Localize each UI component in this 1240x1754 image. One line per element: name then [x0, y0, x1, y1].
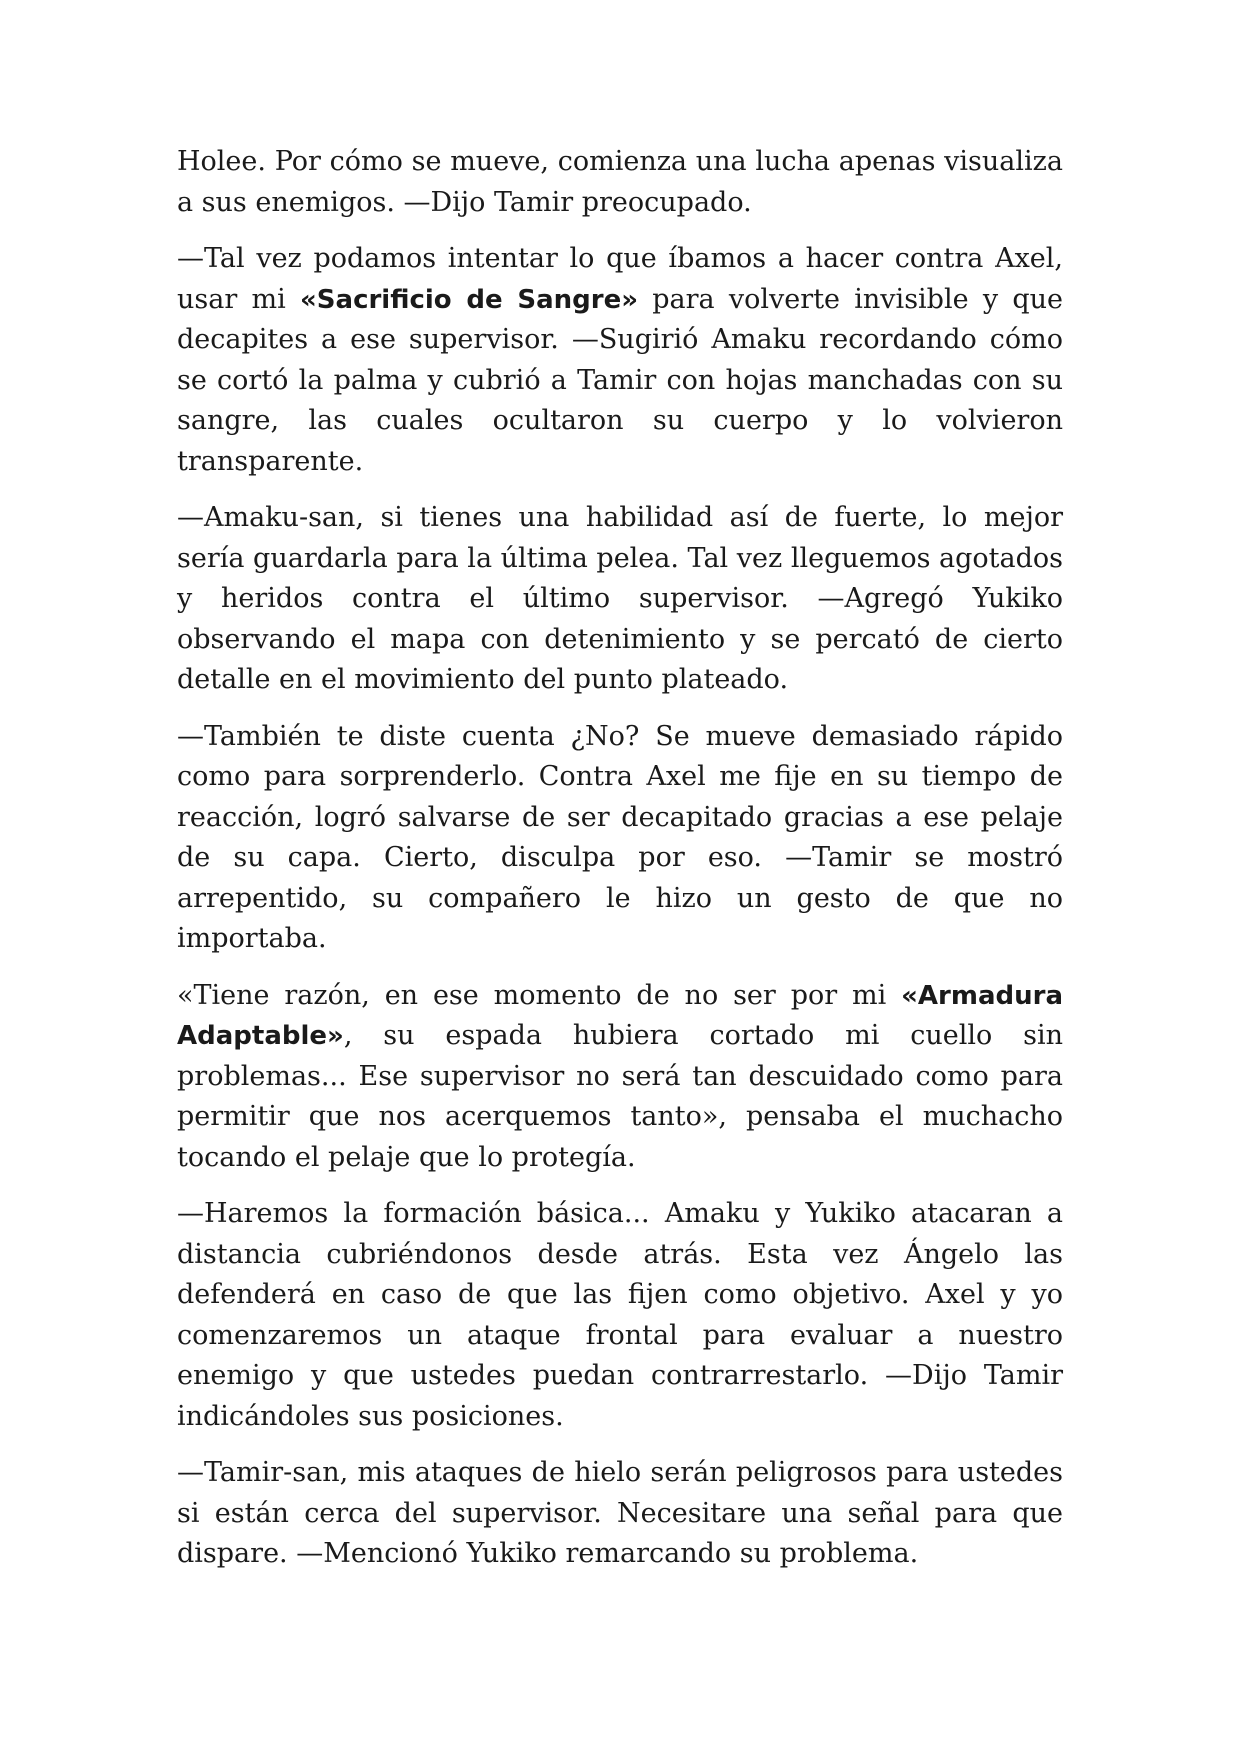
paragraph-text: —Tal vez podamos intentar lo que íbamos a hacer contra Axel, usar mi: [177, 243, 1063, 315]
paragraph-text: Holee. Por cómo se mueve, comienza una lucha apenas visualiza a sus enemigos. —Dijo Tamir preocupado.: [177, 146, 1063, 218]
paragraph-text: —Haremos la formación básica... Amaku y Yukiko atacaran a distancia cubriéndonos desde atrás. Esta vez Ángelo las defenderá en caso de que las fijen como objetivo. Axel y yo comenzaremos un ataque frontal para evaluar a nuestro enemigo y que ustedes puedan contrarrestarlo. —Dijo Tamir indicándoles sus posiciones.: [177, 1198, 1063, 1432]
paragraph-text: —Tamir-san, mis ataques de hielo serán peligrosos para ustedes si están cerca del supervisor. Necesitare una señal para que dispare. —Mencionó Yukiko remarcando su problema.: [177, 1457, 1063, 1569]
paragraph-text: , su espada hubiera cortado mi cuello sin problemas... Ese supervisor no será tan descuidado como para permitir que nos acerquemos tanto», pensaba el muchacho tocando el pelaje que lo protegía.: [177, 1020, 1063, 1173]
paragraph-text: —Amaku-san, si tienes una habilidad así de fuerte, lo mejor sería guardarla para la última pelea. Tal vez lleguemos agotados y heridos contra el último supervisor. —Agregó Yukiko observando el mapa con detenimiento y se percató de cierto detalle en el movimiento del punto plateado.: [177, 502, 1063, 695]
skill-name-highlight: «Sacrificio de Sangre»: [300, 284, 639, 315]
paragraph: [177, 239, 1063, 482]
document-page: [177, 142, 1063, 1591]
paragraph: [177, 498, 1063, 701]
paragraph-text: para volverte invisible y que decapites a ese supervisor. —Sugirió Amaku recordando cómo se cortó la palma y cubrió a Tamir con hojas manchadas con su sangre, las cuales ocultaron su cuerpo y lo volvieron transparente.: [177, 283, 1063, 477]
paragraph: [177, 717, 1063, 960]
skill-name-highlight: «Armadura Adaptable»: [177, 980, 1063, 1051]
paragraph: [177, 142, 1063, 223]
paragraph: [177, 976, 1063, 1179]
paragraph: [177, 1453, 1063, 1575]
paragraph-text: —También te diste cuenta ¿No? Se mueve demasiado rápido como para sorprenderlo. Contra Axel me fije en su tiempo de reacción, logró salvarse de ser decapitado gracias a ese pelaje de su capa. Cierto, disculpa por eso. —Tamir se mostró arrepentido, su compañero le hizo un gesto de que no importaba.: [177, 720, 1063, 954]
paragraph: [177, 1194, 1063, 1437]
paragraph-text: «Tiene razón, en ese momento de no ser por mi: [177, 979, 902, 1011]
